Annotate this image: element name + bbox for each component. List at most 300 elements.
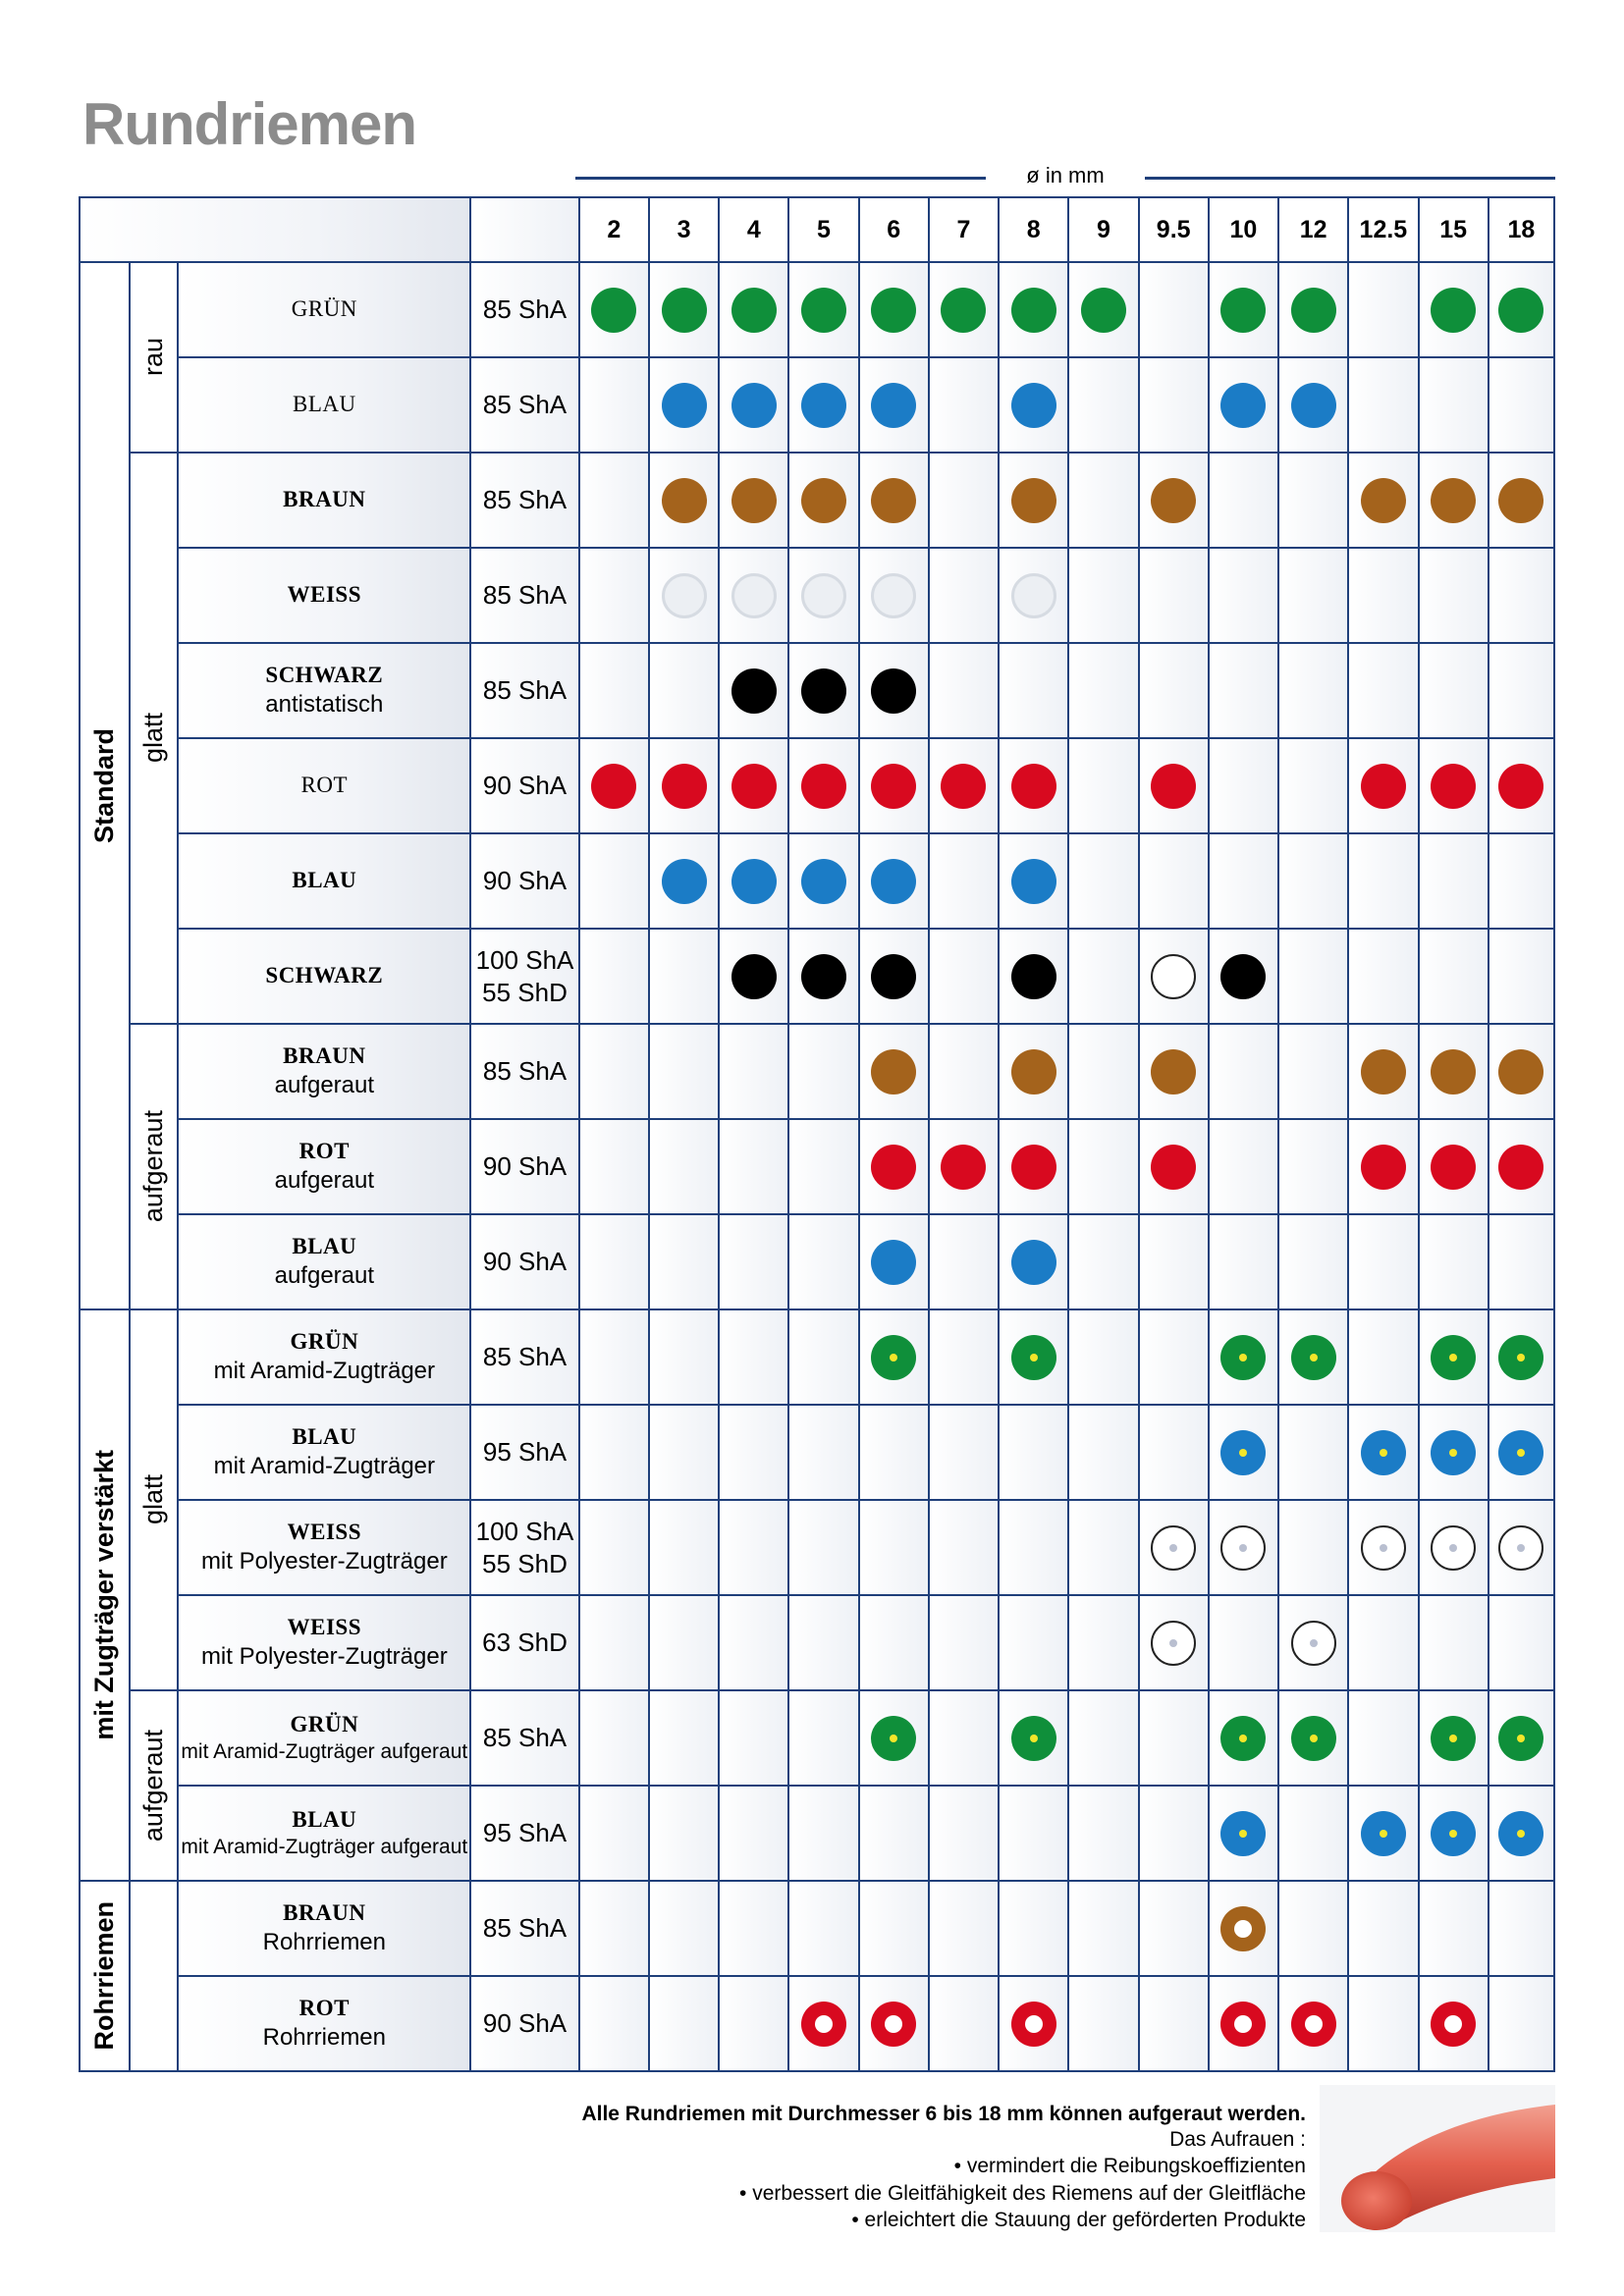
unit-line-right	[1145, 177, 1555, 180]
page-title: Rundriemen	[82, 91, 417, 157]
availability-dot	[1011, 573, 1056, 618]
availability-dot	[1220, 1335, 1266, 1380]
availability-dot	[1431, 2002, 1476, 2047]
availability-dot	[1291, 1716, 1336, 1761]
availability-cell	[1139, 1976, 1209, 2071]
availability-cell	[1209, 929, 1278, 1024]
product-name-cell	[178, 357, 470, 453]
hardness-cell	[470, 1595, 578, 1690]
availability-dot	[1431, 1525, 1476, 1571]
availability-cell	[929, 1500, 999, 1595]
availability-cell	[579, 929, 649, 1024]
availability-cell	[719, 643, 788, 738]
availability-cell	[1348, 1405, 1418, 1500]
availability-cell	[579, 548, 649, 643]
availability-cell	[719, 357, 788, 453]
core-marker	[1239, 1354, 1247, 1362]
core-marker	[1517, 1544, 1525, 1552]
availability-cell	[1278, 1976, 1348, 2071]
belt-row	[80, 929, 1554, 1024]
hardness-value: 85 ShA	[482, 675, 568, 706]
subgroup-label-cell	[130, 1690, 178, 1881]
product-description: antistatisch	[265, 690, 384, 718]
availability-cell	[929, 1309, 999, 1405]
subgroup-label: glatt	[138, 1474, 169, 1525]
product-name-cell	[178, 1976, 470, 2071]
belt-row	[80, 1786, 1554, 1881]
availability-cell	[1139, 1309, 1209, 1405]
availability-dot	[1361, 1811, 1406, 1856]
availability-dot	[731, 573, 777, 618]
availability-cell	[1489, 1309, 1554, 1405]
subgroup-label-cell	[130, 262, 178, 453]
diameter-header: 7	[929, 197, 999, 262]
header-blank	[80, 197, 470, 262]
availability-dot	[801, 954, 846, 999]
availability-dot	[871, 954, 916, 999]
availability-cell	[1278, 1024, 1348, 1119]
core-marker	[1310, 1735, 1318, 1742]
availability-dot	[801, 859, 846, 904]
availability-cell	[999, 1690, 1068, 1786]
footer-point: • verbessert die Gleitfähigkeit des Riemens auf der Gleitfläche	[739, 2181, 1306, 2205]
availability-cell	[788, 1405, 858, 1500]
availability-dot	[1291, 383, 1336, 428]
belt-row	[80, 1595, 1554, 1690]
core-marker	[1380, 1830, 1387, 1838]
availability-cell	[649, 738, 719, 833]
product-name-cell	[178, 1119, 470, 1214]
availability-cell	[1348, 833, 1418, 929]
availability-cell	[1139, 1405, 1209, 1500]
availability-cell	[859, 833, 929, 929]
availability-cell	[859, 357, 929, 453]
core-marker	[1449, 1830, 1457, 1838]
product-color-name: GRÜN	[291, 296, 357, 322]
availability-cell	[1139, 833, 1209, 929]
availability-cell	[1419, 1881, 1489, 1976]
hardness-cell	[470, 1405, 578, 1500]
availability-cell	[1419, 929, 1489, 1024]
availability-dot	[1151, 478, 1196, 523]
product-description: aufgeraut	[274, 1166, 375, 1194]
group-label-cell	[80, 262, 130, 1309]
availability-cell	[1068, 643, 1138, 738]
availability-cell	[859, 1500, 929, 1595]
availability-cell	[1278, 1119, 1348, 1214]
availability-dot	[871, 383, 916, 428]
availability-dot	[731, 859, 777, 904]
product-description: Rohrriemen	[262, 2023, 387, 2051]
availability-cell	[1419, 1309, 1489, 1405]
availability-cell	[1278, 833, 1348, 929]
availability-cell	[1278, 1500, 1348, 1595]
availability-cell	[1419, 453, 1489, 548]
availability-cell	[1489, 643, 1554, 738]
product-name-cell	[178, 1595, 470, 1690]
availability-dot	[871, 1716, 916, 1761]
availability-dot	[731, 954, 777, 999]
availability-cell	[1419, 1976, 1489, 2071]
availability-cell	[1278, 453, 1348, 548]
round-belt-illustration	[1320, 2085, 1555, 2232]
availability-dot	[731, 478, 777, 523]
availability-cell	[1209, 1214, 1278, 1309]
availability-cell	[999, 548, 1068, 643]
availability-cell	[1139, 1214, 1209, 1309]
availability-cell	[1489, 738, 1554, 833]
availability-dot	[1431, 1716, 1476, 1761]
availability-dot	[662, 573, 707, 618]
availability-cell	[1068, 1595, 1138, 1690]
availability-cell	[1278, 1881, 1348, 1976]
availability-cell	[1348, 1214, 1418, 1309]
availability-cell	[1209, 833, 1278, 929]
availability-dot	[1011, 2002, 1056, 2047]
availability-cell	[929, 833, 999, 929]
availability-cell	[859, 738, 929, 833]
subgroup-label-cell	[130, 1024, 178, 1309]
availability-cell	[1068, 1024, 1138, 1119]
availability-dot	[941, 764, 986, 809]
core-marker	[1449, 1735, 1457, 1742]
availability-cell	[1209, 643, 1278, 738]
availability-cell	[579, 1500, 649, 1595]
core-marker	[1239, 1449, 1247, 1457]
availability-cell	[1068, 1881, 1138, 1976]
hardness-value: 90 ShA	[482, 771, 568, 801]
hardness-cell	[470, 1976, 578, 2071]
availability-cell	[719, 833, 788, 929]
availability-cell	[1348, 738, 1418, 833]
diameter-header: 18	[1489, 197, 1554, 262]
availability-cell	[1139, 1119, 1209, 1214]
availability-cell	[579, 1119, 649, 1214]
availability-cell	[859, 1214, 929, 1309]
availability-cell	[788, 262, 858, 357]
footer-headline: Alle Rundriemen mit Durchmesser 6 bis 18 mm können aufgeraut werden.	[581, 2103, 1306, 2125]
availability-dot	[941, 288, 986, 333]
availability-cell	[649, 1405, 719, 1500]
availability-cell	[1209, 1119, 1278, 1214]
availability-cell	[788, 548, 858, 643]
availability-cell	[999, 1881, 1068, 1976]
subgroup-label-cell	[130, 453, 178, 1024]
hardness-value: 90 ShA	[482, 1151, 568, 1182]
product-description: mit Aramid-Zugträger aufgeraut	[181, 1739, 468, 1763]
availability-cell	[719, 548, 788, 643]
product-name-cell	[178, 833, 470, 929]
belt-row	[80, 548, 1554, 643]
availability-cell	[1139, 1500, 1209, 1595]
availability-cell	[1068, 833, 1138, 929]
availability-cell	[719, 1119, 788, 1214]
belt-row	[80, 357, 1554, 453]
availability-dot	[871, 1335, 916, 1380]
product-color-name: BRAUN	[283, 487, 366, 512]
hardness-value: 55 ShD	[482, 1548, 568, 1578]
availability-cell	[999, 1405, 1068, 1500]
availability-cell	[1068, 1214, 1138, 1309]
availability-dot	[1011, 1335, 1056, 1380]
product-color-name: BRAUN	[283, 1900, 366, 1926]
availability-cell	[579, 1786, 649, 1881]
availability-cell	[1419, 1500, 1489, 1595]
availability-dot	[801, 764, 846, 809]
availability-dot	[1151, 764, 1196, 809]
availability-cell	[719, 1024, 788, 1119]
availability-cell	[929, 738, 999, 833]
availability-cell	[1139, 453, 1209, 548]
availability-cell	[1209, 738, 1278, 833]
availability-cell	[999, 929, 1068, 1024]
hardness-cell	[470, 1309, 578, 1405]
availability-cell	[1278, 1309, 1348, 1405]
hardness-value: 63 ShD	[482, 1628, 568, 1658]
availability-cell	[1348, 1309, 1418, 1405]
availability-cell	[999, 1786, 1068, 1881]
availability-dot	[1220, 1811, 1266, 1856]
hardness-cell	[470, 738, 578, 833]
availability-cell	[1489, 1119, 1554, 1214]
availability-dot	[1220, 288, 1266, 333]
product-color-name: ROT	[298, 1996, 350, 2021]
availability-cell	[1068, 453, 1138, 548]
availability-cell	[1278, 1214, 1348, 1309]
hardness-cell	[470, 1024, 578, 1119]
availability-cell	[649, 548, 719, 643]
belt-row	[80, 262, 1554, 357]
product-name-cell	[178, 453, 470, 548]
diameter-header: 12	[1278, 197, 1348, 262]
belt-row	[80, 1309, 1554, 1405]
availability-dot	[871, 2002, 916, 2047]
tube-hole	[1305, 2015, 1323, 2033]
availability-dot	[1361, 478, 1406, 523]
availability-cell	[649, 1309, 719, 1405]
hardness-value: 55 ShD	[482, 977, 568, 1007]
availability-cell	[579, 1214, 649, 1309]
availability-cell	[1419, 357, 1489, 453]
availability-dot	[1011, 954, 1056, 999]
availability-cell	[788, 1500, 858, 1595]
availability-cell	[579, 833, 649, 929]
availability-dot	[801, 2002, 846, 2047]
availability-cell	[1139, 929, 1209, 1024]
availability-dot	[1291, 2002, 1336, 2047]
availability-cell	[929, 548, 999, 643]
belt-row	[80, 1119, 1554, 1214]
availability-cell	[788, 357, 858, 453]
availability-dot	[662, 478, 707, 523]
availability-cell	[1278, 929, 1348, 1024]
subgroup-label: glatt	[138, 713, 169, 764]
availability-dot	[1151, 1145, 1196, 1190]
availability-cell	[788, 738, 858, 833]
availability-cell	[1209, 1690, 1278, 1786]
subgroup-label: rau	[138, 338, 169, 377]
core-marker	[1380, 1449, 1387, 1457]
header-row	[80, 197, 1554, 262]
availability-cell	[1068, 548, 1138, 643]
availability-dot	[801, 288, 846, 333]
availability-cell	[1209, 1024, 1278, 1119]
core-marker	[1449, 1354, 1457, 1362]
availability-cell	[1139, 1024, 1209, 1119]
hardness-cell	[470, 833, 578, 929]
product-name-cell	[178, 1405, 470, 1500]
availability-cell	[1139, 643, 1209, 738]
availability-cell	[1068, 1786, 1138, 1881]
availability-cell	[929, 1119, 999, 1214]
hardness-cell	[470, 262, 578, 357]
product-description: Rohrriemen	[262, 1928, 387, 1955]
availability-cell	[1489, 929, 1554, 1024]
availability-dot	[1291, 1335, 1336, 1380]
availability-cell	[649, 1976, 719, 2071]
availability-cell	[1139, 1786, 1209, 1881]
availability-cell	[859, 1309, 929, 1405]
subgroup-label: aufgeraut	[138, 1110, 169, 1223]
availability-cell	[1348, 643, 1418, 738]
availability-dot	[1498, 1716, 1543, 1761]
availability-dot	[941, 1145, 986, 1190]
availability-cell	[1419, 833, 1489, 929]
hardness-value: 85 ShA	[482, 294, 568, 325]
availability-cell	[1419, 1119, 1489, 1214]
availability-dot	[1431, 1049, 1476, 1095]
product-color-name: ROT	[300, 773, 349, 798]
hardness-cell	[470, 1214, 578, 1309]
availability-dot	[1151, 954, 1196, 999]
availability-cell	[579, 1881, 649, 1976]
hardness-value: 100 ShA	[475, 1517, 574, 1546]
availability-dot	[1291, 1621, 1336, 1666]
availability-dot	[1361, 1525, 1406, 1571]
availability-cell	[929, 357, 999, 453]
availability-cell	[788, 833, 858, 929]
product-name-cell	[178, 1214, 470, 1309]
belt-row	[80, 1214, 1554, 1309]
product-color-name: BLAU	[292, 1807, 357, 1832]
availability-cell	[649, 1500, 719, 1595]
tube-hole	[885, 2015, 902, 2033]
core-marker	[1239, 1830, 1247, 1838]
availability-cell	[719, 1500, 788, 1595]
product-description: mit Aramid-Zugträger	[213, 1357, 436, 1384]
availability-dot	[801, 668, 846, 714]
hardness-value: 90 ShA	[482, 866, 568, 896]
availability-dot	[1498, 478, 1543, 523]
availability-cell	[1278, 643, 1348, 738]
product-color-name: BLAU	[293, 392, 356, 417]
availability-cell	[649, 1595, 719, 1690]
availability-dot	[1498, 1145, 1543, 1190]
hardness-value: 85 ShA	[482, 1723, 568, 1753]
availability-cell	[999, 1024, 1068, 1119]
tube-hole	[815, 2015, 833, 2033]
availability-dot	[1361, 1145, 1406, 1190]
availability-dot	[801, 383, 846, 428]
availability-cell	[719, 1786, 788, 1881]
availability-dot	[1431, 288, 1476, 333]
availability-cell	[719, 738, 788, 833]
availability-cell	[649, 453, 719, 548]
product-description: mit Polyester-Zugträger	[200, 1642, 448, 1670]
product-description: aufgeraut	[274, 1261, 375, 1289]
product-name-cell	[178, 1690, 470, 1786]
availability-dot	[1151, 1621, 1196, 1666]
availability-dot	[871, 859, 916, 904]
availability-dot	[1498, 1049, 1543, 1095]
availability-cell	[999, 1595, 1068, 1690]
availability-dot	[1081, 288, 1126, 333]
belt-row	[80, 1881, 1554, 1976]
availability-cell	[859, 1976, 929, 2071]
availability-cell	[788, 453, 858, 548]
availability-cell	[649, 833, 719, 929]
diameter-header: 12.5	[1348, 197, 1418, 262]
availability-cell	[1489, 1405, 1554, 1500]
hardness-value: 100 ShA	[475, 945, 574, 975]
availability-cell	[1278, 1595, 1348, 1690]
core-marker	[1239, 1544, 1247, 1552]
availability-cell	[719, 1214, 788, 1309]
availability-dot	[1220, 2002, 1266, 2047]
availability-cell	[649, 929, 719, 1024]
diameter-header: 5	[788, 197, 858, 262]
header-hardness-blank	[470, 197, 578, 262]
availability-cell	[579, 453, 649, 548]
availability-cell	[719, 1881, 788, 1976]
availability-cell	[1139, 1595, 1209, 1690]
diameter-header: 9.5	[1139, 197, 1209, 262]
product-name-cell	[178, 929, 470, 1024]
core-marker	[1169, 1544, 1177, 1552]
product-color-name: BLAU	[292, 1234, 357, 1259]
availability-dot	[662, 288, 707, 333]
belt-row	[80, 1976, 1554, 2071]
availability-cell	[1489, 833, 1554, 929]
subgroup-label: aufgeraut	[138, 1729, 169, 1842]
availability-cell	[859, 1119, 929, 1214]
product-description: mit Polyester-Zugträger	[200, 1547, 448, 1575]
product-description: mit Aramid-Zugträger	[213, 1452, 436, 1479]
diameter-header: 6	[859, 197, 929, 262]
product-name-cell	[178, 548, 470, 643]
availability-cell	[788, 1690, 858, 1786]
availability-cell	[1278, 262, 1348, 357]
availability-cell	[649, 1214, 719, 1309]
availability-cell	[788, 1214, 858, 1309]
core-marker	[1310, 1639, 1318, 1647]
belt-row	[80, 1500, 1554, 1595]
availability-dot	[591, 288, 636, 333]
availability-cell	[1348, 1500, 1418, 1595]
unit-label: ø in mm	[1026, 163, 1105, 187]
availability-cell	[788, 1024, 858, 1119]
availability-cell	[719, 1405, 788, 1500]
availability-cell	[1139, 1690, 1209, 1786]
availability-dot	[1011, 383, 1056, 428]
availability-cell	[1209, 548, 1278, 643]
availability-cell	[859, 1690, 929, 1786]
availability-cell	[1139, 1881, 1209, 1976]
availability-cell	[1068, 1119, 1138, 1214]
footer-point: • vermindert die Reibungskoeffizienten	[953, 2155, 1306, 2178]
product-color-name: WEISS	[287, 582, 361, 608]
availability-cell	[999, 357, 1068, 453]
